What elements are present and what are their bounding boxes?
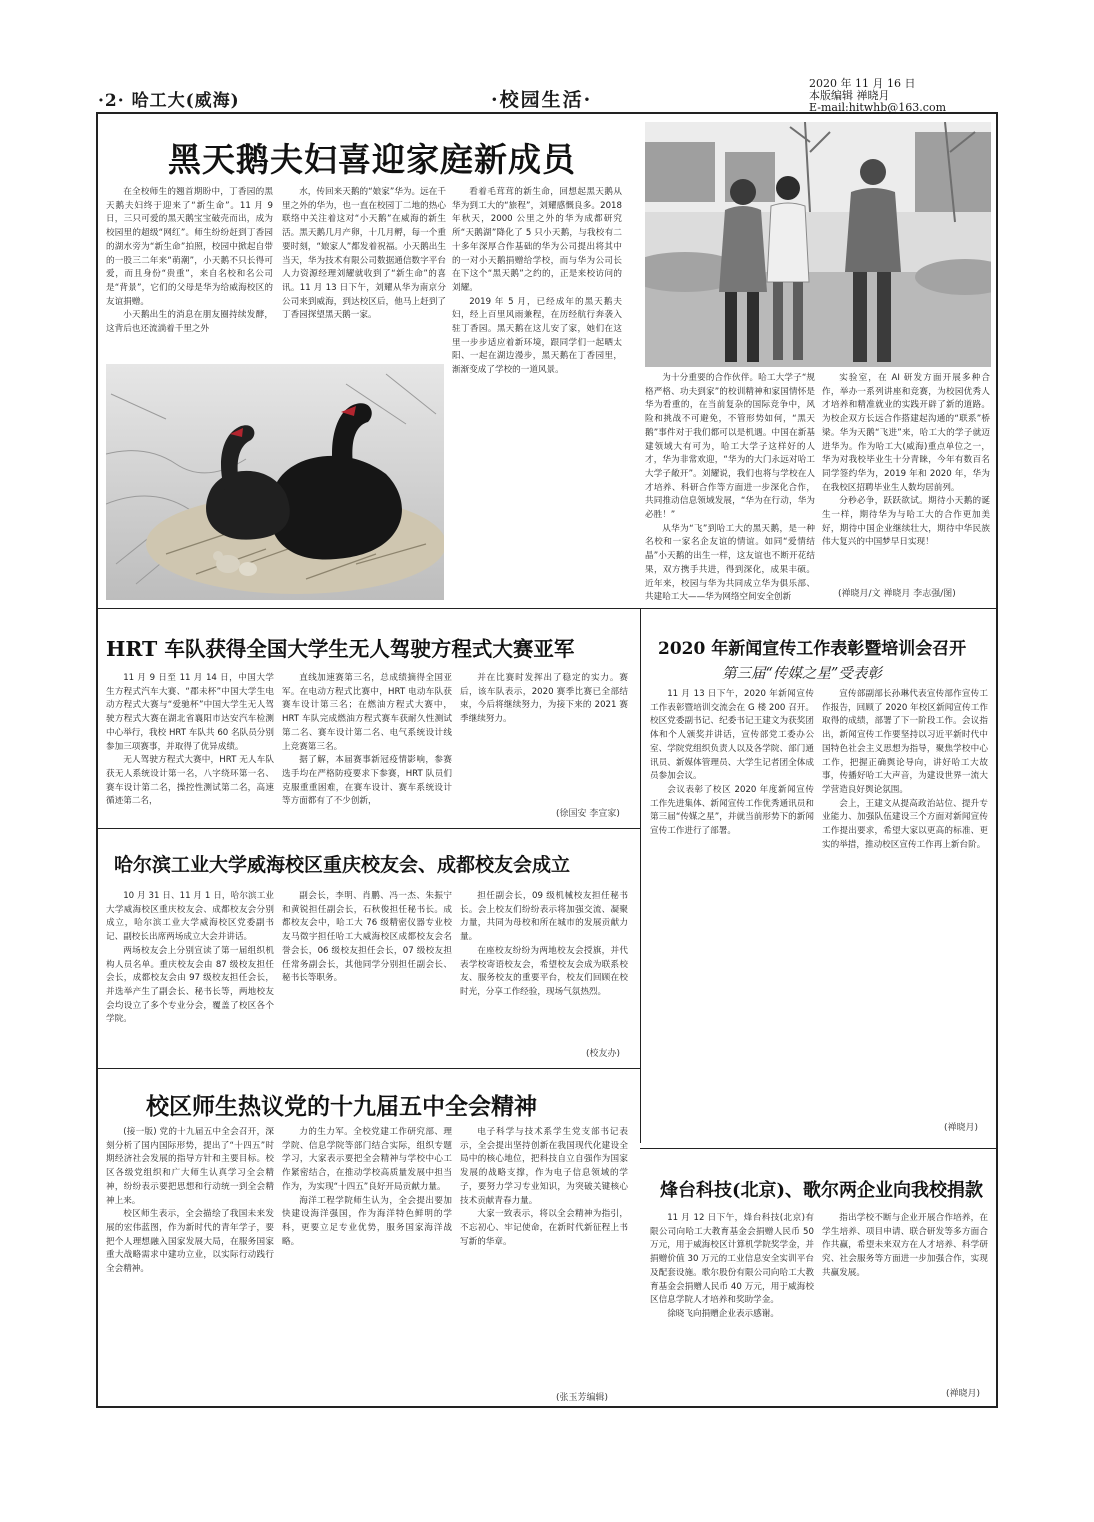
black-swan-illustration: [106, 364, 444, 600]
article-byline: (校友办): [586, 1049, 621, 1059]
article-column-2: 宣传部副部长孙琳代表宣传部作宣传工作报告，回顾了 2020 年校区新闻宣传工作取得的成绩，部署了下一阶段工作。会议指出，新闻宣传工作要坚持以习近平新时代中国特色社会主义思想为指导，聚焦学校中心工作，把握正确舆论导向，讲好哈工大故事，传播好哈工大声音，为建设世界一流大学营造良好舆论氛围。 会上，王建文从提高政治站位、提升专业能力、加强队伍建设三个方面对新闻宣传工作提出要求，希望大家以更高的标准、更实的举措，推动校区宣传工作再上新台阶。: [822, 689, 988, 850]
article-column-1: 11 月 9 日至 11 月 14 日，中国大学生方程式汽车大赛、“郡未杯”中国大学生电动方程式大赛与“爱驰杯”中国大学生无人驾驶方程式大赛在湖北省襄阳市达安汽车检测中心举行，我校 HRT 车队共 60 名队员分别参加三项赛事，并取得了优异成绩。 无人驾驶方程式大赛中，HRT 无人车队获无人系统设计第一名，八字绕环第一名、赛车设计第二名，操控性测试第二名，高速循迹第二名，: [106, 673, 274, 807]
divider: [640, 1148, 996, 1149]
article-column-2: 水，传回来天鹅的“娘家”华为。远在千里之外的华为，也一直在校园丁二地的热心联络中关注着这对“小天鹅”在威海的新生活。黑天鹅几月产卵，十几月孵，每一个重要时刻，“娘家人”都发着祝福。小天鹅出生当天，华为技术有限公司数据通信数字平台人力资源经理刘耀就收到了“新生命”的喜讯。11 月 13 日下午，刘耀从华为南京分公司来到威海，到达校区后，他马上赶到了丁香园探望黑天鹅一家。: [282, 187, 446, 321]
article-title: 哈尔滨工业大学威海校区重庆校友会、成都校友会成立: [114, 854, 571, 876]
article-plenum-discussion: [98, 1072, 636, 1408]
article-title: 烽台科技(北京)、歌尔两企业向我校捐款: [660, 1180, 984, 1201]
article-title: 黑天鹅夫妇喜迎家庭新成员: [168, 140, 576, 179]
divider: [98, 828, 640, 829]
article-column-2: 副会长，李明、肖鹏、冯一杰、朱振宁和黄锐担任副会长，石秋俊担任秘书长。成都校友会中，哈工大 76 级精密仪器专业校友马徵宇担任哈工大威海校区成都校友会名誉会长，06 级校友担任会长，07 级校友担任常务副会长，其他同学分别担任副会长、秘书长等职务。: [282, 891, 452, 984]
article-title: HRT 车队获得全国大学生无人驾驶方程式大赛亚军: [106, 637, 575, 661]
article-byline: (禅晓月): [946, 1389, 981, 1399]
article-column-2: 力的生力军。全校党建工作研究部、理学院、信息学院等部门结合实际，组织专题学习，大家表示要把全会精神与学校中心工作紧密结合，在推动学校高质量发展中担当作为，为实现“十四五”良好开局贡献力量。 海洋工程学院师生认为，全会提出要加快建设海洋强国，作为海洋特色鲜明的学科，更要立足专业优势，服务国家海洋战略。: [282, 1127, 452, 1247]
article-title: 校区师生热议党的十九届五中全会精神: [146, 1093, 537, 1120]
article-black-swans: [98, 116, 996, 606]
article-column-1: 在全校师生的翘首期盼中，丁香园的黑天鹅夫妇终于迎来了“新生命”。11 月 9 日，三只可爱的黑天鹅宝宝破壳而出，成为校园里的超级“网红”。师生纷纷赶到丁香园的湖水旁为“新生命”拍照，校园中掀起自带的一股三二年来“萌潮”，小天鹅不只长得可爱，而且身份“贵重”，来自名校和名公司是“背景”，它们的父母是华为给威海校区的友谊捐赠。 小天鹅出生的消息在朋友圈持续发酵，这背后也还流淌着千里之外: [106, 187, 273, 335]
article-donation: [644, 1152, 994, 1406]
article-column-5: 实验室，在 AI 研发方面开展多种合作，举办一系列讲座和竞赛，为校园优秀人才培养和精准就业的实践开辟了新的道路。为校企双方长远合作搭建起沟通的“联系”桥梁。华为天鹅“飞进”来，哈工大的学子就迈进华为。作为哈工大(威海)重点单位之一，华为对我校毕业生十分青睐，今年有数百名同学签约华为，2019 年和 2020 年，华为在我校区招聘毕业生人数均居前列。 分秒必争，跃跃欲试。期待小天鹅的诞生一样，期待华为与哈工大的合作更加美好，期待中国企业继续壮大，期待中华民族伟大复兴的中国梦早日实现！: [822, 373, 990, 548]
editor-email: E-mail:hitwhb@163.com: [809, 101, 946, 114]
divider: [98, 608, 996, 609]
article-column-1: 10 月 31 日、11 月 1 日，哈尔滨工业大学威海校区重庆校友会、成都校友会分别成立，哈尔滨工业大学威海校区党委副书记、副校长出席两场成立大会并讲话。 两场校友会上分别宣读了第一届组织机构人员名单。重庆校友会由 87 级校友担任会长，成都校友会由 97 级校友担任会长，并选举产生了副会长、秘书长等，两地校友会均设立了多个专业分会，覆盖了校区各个学院。: [106, 891, 274, 1025]
article-alumni: [98, 832, 636, 1064]
article-byline: (徐国安 李宣家): [556, 809, 620, 819]
article-hrt-team: [98, 612, 636, 824]
article-byline: (张玉芳编辑): [556, 1393, 609, 1403]
editor-credit: 本版编辑 禅晓月: [809, 89, 890, 102]
article-column-3: 看着毛茸茸的新生命，回想起黑天鹅从华为到工大的“旅程”，刘耀感慨良多。2018 年秋天，2000 公里之外的华为成都研究所“天鹅湖”降化了 5 只小天鹅，与我校有二十多年深厚合作基础的华为公司提出将其中的一对小天鹅捐赠给学校，而与华为公司长在下这个“黑天鹅”之约的，正是来校访问的刘耀。 2019 年 5 月，已经成年的黑天鹅夫妇，经上百里风雨兼程，在历经航行奔袭入驻丁香园。黑天鹅在这儿安了家，她们在这里一步步适应着新环境，跟同学们一起晒太阳、一起在湖边漫步，黑天鹅在丁香园里，渐渐变成了学校的一道风景。: [452, 187, 622, 376]
article-column-3: 担任副会长，09 级机械校友担任秘书长。会上校友们纷纷表示将加强交流、凝聚力量，共同为母校和所在城市的发展贡献力量。 在座校友纷纷为两地校友会授旗，并代表学校寄语校友会，希望校友会成为联系校友、服务校友的重要平台，校友们回顾在校时光，分享工作经验，现场气氛热烈。: [460, 891, 628, 997]
divider: [98, 1068, 640, 1069]
article-column-1: 11 月 12 日下午，烽台科技(北京)有限公司向哈工大教育基金会捐赠人民币 50 万元，用于威海校区计算机学院奖学金，并捐赠价值 30 万元的工业信息安全实训平台及配套设施。歌尔股份有限公司向哈工大教育基金会捐赠人民币 40 万元，用于威海校区信息学院人才培养和奖助学金。 徐晓飞向捐赠企业表示感谢。: [650, 1213, 814, 1319]
section-title: ·校园生活·: [491, 89, 593, 111]
article-subtitle: 第三届“传媒之星”受表彰: [722, 666, 882, 682]
article-byline: (禅晓月): [944, 1123, 979, 1133]
article-title: 2020 年新闻宣传工作表彰暨培训会召开: [658, 639, 967, 659]
article-byline: (禅晓月/文 禅晓月 李志强/图): [838, 589, 956, 599]
article-column-1: 11 月 13 日下午，2020 年新闻宣传工作表彰暨培训交流会在 G 楼 200 召开。校区党委副书记、纪委书记王建文为获奖团体和个人颁奖并讲话，宣传部党工委办公室、学院党组织负责人以及各学院、部门通讯员、新媒体管理员、大学生记者团全体成员参加会议。 会议表彰了校区 2020 年度新闻宣传工作先进集体、新闻宣传工作优秀通讯员和第三届“传媒之星”，并就当前形势下的新闻宣传工作进行了部署。: [650, 689, 814, 837]
masthead: [96, 76, 998, 114]
divider: [640, 608, 641, 1143]
edition-meta: [809, 78, 946, 114]
article-column-3: 电子科学与技术系学生党支部书记表示，全会提出坚持创新在我国现代化建设全局中的核心地位，把科技自立自强作为国家发展的战略支撑，作为电子信息领域的学子，要努力学习专业知识，为突破关键核心技术贡献青春力量。 大家一致表示，将以全会精神为指引，不忘初心、牢记使命，在新时代新征程上书写新的华章。: [460, 1127, 628, 1247]
article-column-2: 指出学校不断与企业开展合作培养，在学生培养、项目申请、联合研发等多方面合作共赢，希望未来双方在人才培养、科学研究、社会服务等方面进一步加强合作，实现共赢发展。: [822, 1213, 988, 1278]
article-column-2: 直线加速赛第三名，总成绩摘得全国亚军。在电动方程式比赛中，HRT 电动车队获赛车设计第三名；在燃油方程式大赛中，HRT 车队完成燃油方程式赛车获耐久性测试第二名、赛车设计第二名、电气系统设计线上竞赛第三名。 据了解，本届赛事新冠疫情影响，参赛选手均在严格防疫要求下参赛，HRT 队员们克服重重困难，在赛车设计、赛车系统设计等方面都有了不少创新，: [282, 673, 452, 807]
article-column-4: 为十分重要的合作伙伴。哈工大学子“规格严格、功夫到家”的校训精神和家国情怀是华为看重的，在当前复杂的国际竞争中，风险和挑战不可避免，不管形势如何，“黑天鹅”事件对于我们都可以是机遇。中国在新基建领域大有可为，哈工大学子这样好的人才，华为非常欢迎，“华为的大门永远对哈工大学子敞开”。刘耀说，我们也将与学校在人才培养、科研合作等方面进一步深化合作，共同推动信息领域发展，“华为在行动，华为必胜！” 从华为“飞”到哈工大的黑天鹅，是一种名校和一家名企友谊的情谊。如同“爱情结晶”小天鹅的出生一样，这友谊也不断开花结果，双方携手共进，得到深化，成果丰硕。近年来，校园与华为共同成立华为俱乐部、共建哈工大——华为网络空间安全创新: [645, 373, 815, 602]
page-label: ·2· 哈工大(威海): [98, 91, 240, 111]
article-column-3: 并在比赛时发挥出了稳定的实力。赛后，该车队表示，2020 赛季比赛已全部结束，今后将继续努力，为接下来的 2021 赛季继续努力。: [460, 673, 628, 725]
article-news-award: [644, 612, 994, 1142]
campus-visit-illustration: [645, 122, 991, 367]
campus-visit-photo: [645, 122, 991, 367]
issue-date: 2020 年 11 月 16 日: [809, 77, 916, 90]
black-swan-photo: [106, 364, 444, 600]
article-column-1: (接一版) 党的十九届五中全会召开，深刻分析了国内国际形势，提出了“十四五”时期经济社会发展的指导方针和主要目标。校区各级党组织和广大师生认真学习全会精神，纷纷表示要把思想和行动统一到全会精神上来。 校区师生表示，全会描绘了我国未来发展的宏伟蓝图，作为新时代的青年学子，要把个人理想融入国家发展大局，在服务国家重大战略需求中建功立业，以实际行动践行全会精神。: [106, 1127, 274, 1275]
